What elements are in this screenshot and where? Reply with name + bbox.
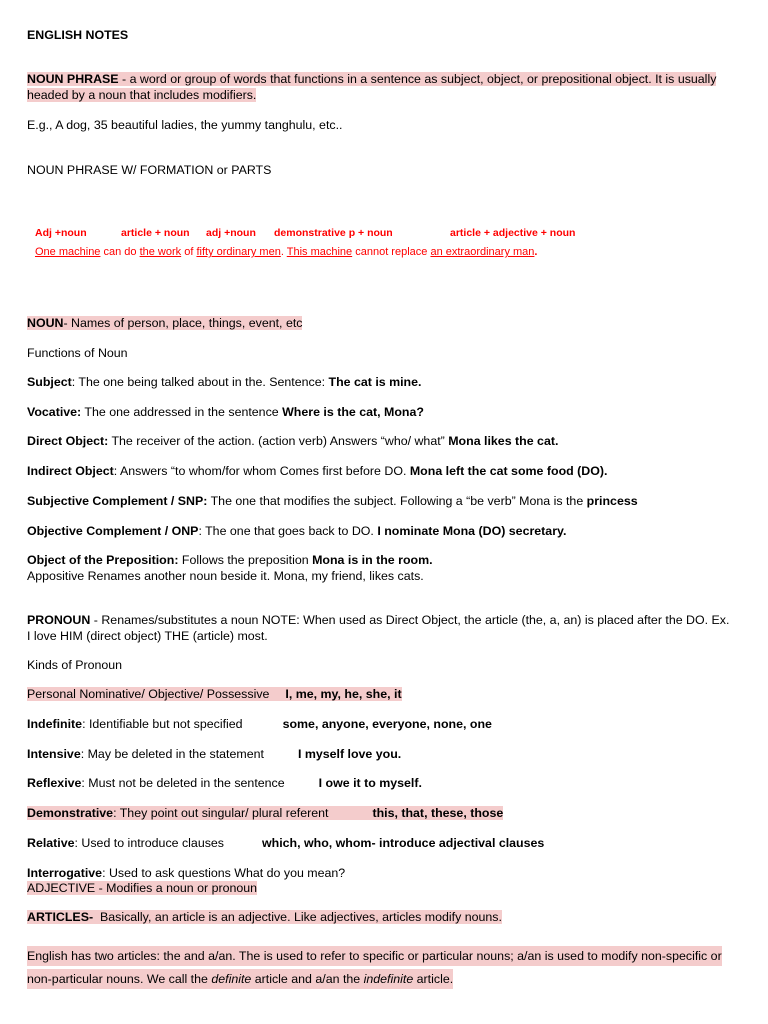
highlight xyxy=(27,910,502,924)
function-example: I nominate Mona (DO) secretary. xyxy=(377,524,567,538)
function-example: Where is the cat, Mona? xyxy=(282,405,424,419)
formation-label: article + noun xyxy=(121,227,190,239)
underlined-noun-phrase: This machine xyxy=(286,246,353,258)
kind-description: : Used to introduce clauses xyxy=(74,836,224,850)
highlight xyxy=(27,881,257,895)
noun-function-object-of-preposition xyxy=(27,552,433,568)
noun-function-subjective-complement xyxy=(27,493,638,509)
function-label: Subject xyxy=(27,375,72,389)
function-label: Object of the Preposition: xyxy=(27,553,179,567)
noun-phrase-definition-text: - a word or group of words that functions in a sentence as subject, object, or prepositional object. It is usually xyxy=(118,72,717,86)
function-description: The one addressed in the sentence xyxy=(81,405,283,419)
highlight xyxy=(27,316,302,330)
kind-label: Relative xyxy=(27,836,75,850)
kind-label: Indefinite xyxy=(27,717,83,731)
articles-definition-text: Basically, an article is an adjective. Like adjectives, articles modify nouns. xyxy=(93,910,502,924)
underlined-noun-phrase: the work xyxy=(139,246,182,258)
articles-explanation-line-2 xyxy=(27,971,453,987)
function-example: princess xyxy=(586,494,638,508)
kind-description: Personal Nominative/ Objective/ Possessive xyxy=(27,687,270,701)
pronoun-definition-text: - Renames/substitutes a noun NOTE: When used as Direct Object, the article (the, a, an) is placed after the DO. Ex. xyxy=(90,613,730,627)
sentence-text: cannot replace xyxy=(352,246,431,258)
function-label: Vocative: xyxy=(27,405,82,419)
underlined-noun-phrase: an extraordinary man xyxy=(430,246,535,258)
noun-definition-text: - Names of person, place, things, event, etc xyxy=(63,316,303,330)
highlight xyxy=(27,806,503,820)
articles-definition xyxy=(27,909,502,925)
noun-term: NOUN xyxy=(27,316,64,330)
pronoun-kind-demonstrative xyxy=(27,805,503,821)
highlight xyxy=(27,72,716,86)
adjective-term: ADJECTIVE xyxy=(27,881,96,895)
kind-description: : Must not be deleted in the sentence xyxy=(81,776,285,790)
function-description: : Answers “to whom/for whom Comes first before DO. xyxy=(113,464,410,478)
underlined-noun-phrase: One machine xyxy=(35,246,101,258)
articles-explanation-text: English has two articles: the and a/an. The is used to refer to specific or particular nouns; a/an is used to modify non-specific or xyxy=(27,946,722,966)
noun-phrase-definition-line-2 xyxy=(27,87,256,103)
formation-label: demonstrative p + noun xyxy=(274,227,393,239)
function-label: Subjective Complement / SNP: xyxy=(27,494,208,508)
function-description: : The one being talked about in the. Sentence: xyxy=(71,375,329,389)
noun-phrase-formation-heading: NOUN PHRASE W/ FORMATION or PARTS xyxy=(27,163,272,177)
function-label: Direct Object: xyxy=(27,434,109,448)
function-example: Mona likes the cat. xyxy=(448,434,559,448)
articles-explanation-text: article. xyxy=(413,972,454,986)
pronoun-kind-indefinite xyxy=(27,716,492,732)
sentence-text: . xyxy=(280,246,287,258)
kind-description: : They point out singular/ plural referent xyxy=(113,806,329,820)
noun-function-vocative xyxy=(27,404,424,420)
articles-explanation-line-1 xyxy=(27,948,722,964)
pronoun-kind-personal xyxy=(27,686,402,702)
kind-label: Interrogative xyxy=(27,866,103,880)
formation-example-sentence xyxy=(35,245,537,259)
kind-example: I myself love you. xyxy=(297,747,402,761)
kind-example: I owe it to myself. xyxy=(318,776,422,790)
kind-description: : Identifiable but not specified xyxy=(82,717,243,731)
function-description: The one that modifies the subject. Following a “be verb” Mona is the xyxy=(207,494,587,508)
articles-explanation-text: non-particular nouns. We call the xyxy=(27,972,212,986)
pronoun-kinds-heading: Kinds of Pronoun xyxy=(27,658,123,672)
articles-term: ARTICLES- xyxy=(27,910,94,924)
function-description: : The one that goes back to DO. xyxy=(198,524,378,538)
sentence-period: . xyxy=(534,246,538,258)
noun-definition xyxy=(27,315,302,331)
function-example: Mona is in the room. xyxy=(312,553,433,567)
highlight xyxy=(27,969,453,989)
noun-function-indirect-object xyxy=(27,463,607,479)
pronoun-definition-line-2: I love HIM (direct object) THE (article) most. xyxy=(27,629,268,643)
pronoun-kind-relative xyxy=(27,835,544,851)
pronoun-kind-interrogative xyxy=(27,865,345,881)
kind-example: some, anyone, everyone, none, one xyxy=(282,717,492,731)
sentence-text: of xyxy=(181,246,197,258)
noun-functions-heading: Functions of Noun xyxy=(27,346,128,360)
formation-label: article + adjective + noun xyxy=(450,227,576,239)
function-description: The receiver of the action. (action verb) Answers “who/ what” xyxy=(108,434,449,448)
pronoun-kind-reflexive xyxy=(27,775,422,791)
adjective-definition-text: - Modifies a noun or pronoun xyxy=(95,881,258,895)
noun-function-direct-object xyxy=(27,433,558,449)
adjective-definition xyxy=(27,880,257,896)
kind-label: Demonstrative xyxy=(27,806,114,820)
kind-description: : Used to ask questions What do you mean? xyxy=(102,866,346,880)
kind-label: Intensive xyxy=(27,747,81,761)
function-description: Follows the preposition xyxy=(178,553,313,567)
kind-example: I, me, my, he, she, it xyxy=(285,687,402,701)
noun-function-objective-complement xyxy=(27,523,566,539)
kind-label: Reflexive xyxy=(27,776,82,790)
function-example: Mona left the cat some food (DO). xyxy=(409,464,608,478)
noun-phrase-definition-line-1 xyxy=(27,71,716,87)
pronoun-definition-line-1 xyxy=(27,612,729,628)
noun-phrase-definition-text: headed by a noun that includes modifiers. xyxy=(27,88,257,102)
articles-explanation-text: article and a/an the xyxy=(251,972,364,986)
noun-phrase-term: NOUN PHRASE xyxy=(27,72,119,86)
formation-label: adj +noun xyxy=(206,227,256,239)
highlight xyxy=(27,687,402,701)
kind-description: : May be deleted in the statement xyxy=(80,747,264,761)
sentence-text: can do xyxy=(100,246,140,258)
function-label: Objective Complement / ONP xyxy=(27,524,199,538)
noun-phrase-example: E.g., A dog, 35 beautiful ladies, the yummy tanghulu, etc.. xyxy=(27,118,343,132)
pronoun-term: PRONOUN xyxy=(27,613,91,627)
noun-function-subject xyxy=(27,374,421,390)
noun-function-appositive: Appositive Renames another noun beside it. Mona, my friend, likes cats. xyxy=(27,569,424,583)
function-label: Indirect Object xyxy=(27,464,114,478)
function-example: The cat is mine. xyxy=(328,375,422,389)
pronoun-kind-intensive xyxy=(27,746,401,762)
indefinite-term: indefinite xyxy=(363,972,414,986)
kind-example: this, that, these, those xyxy=(372,806,504,820)
formation-label: Adj +noun xyxy=(35,227,87,239)
document-title: ENGLISH NOTES xyxy=(27,28,129,42)
kind-example: which, who, whom- introduce adjectival clauses xyxy=(262,836,545,850)
definite-term: definite xyxy=(211,972,252,986)
underlined-noun-phrase: fifty ordinary men xyxy=(196,246,281,258)
